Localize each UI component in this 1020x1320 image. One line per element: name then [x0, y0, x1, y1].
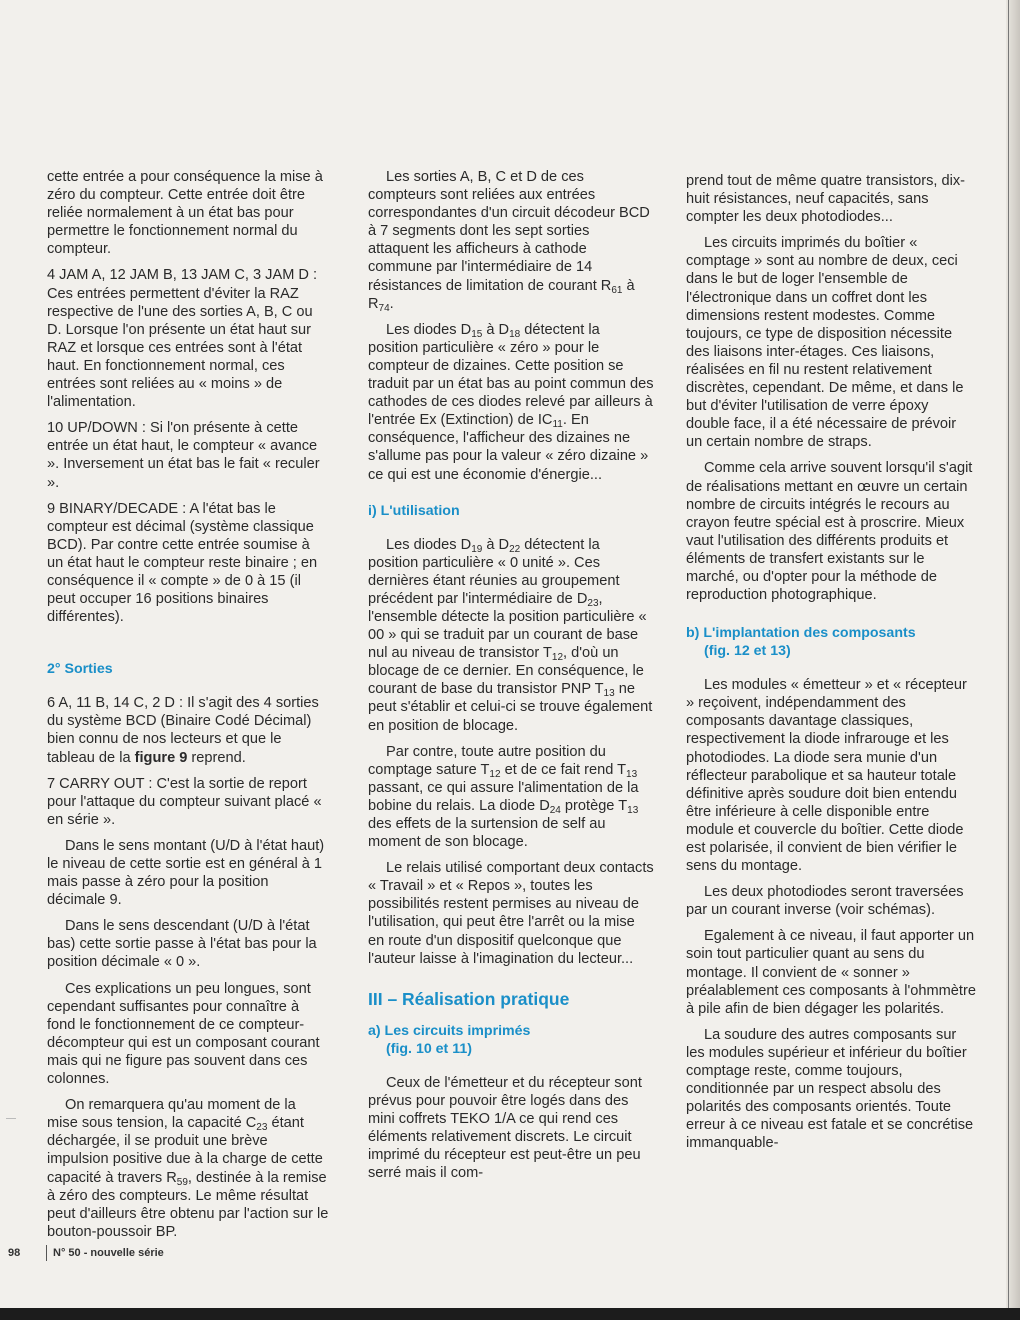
paragraph: 10 UP/DOWN : Si l'on présente à cette entrée un état haut, le compteur « avance ». Inversement un état bas le fait « reculer ».: [47, 420, 320, 491]
paper-mark: [6, 1118, 16, 1119]
text-span: , destinée à la remise à zéro des compteurs. Le même résultat peut d'ailleurs être obtenu par l'action sur le bouton-poussoir BP.: [47, 1169, 329, 1240]
text-span: détectent la position particulière « 0 unité ». Ces dernières étant réunies au groupement précédent par l'intermédiaire de D: [368, 536, 620, 607]
paragraph: cette entrée a pour conséquence la mise à zéro du compteur. Cette entrée doit être reliée normalement à un état bas pour permettre le fonctionnement normal du compteur.: [47, 169, 323, 258]
issue-label: N° 50 - nouvelle série: [53, 1247, 164, 1259]
text-span: passant, ce qui assure l'alimentation de la bobine du relais. La diode D: [368, 779, 639, 814]
column-2: [368, 168, 654, 1190]
subscript: 12: [489, 768, 501, 780]
paragraph: Dans le sens montant (U/D à l'état haut) le niveau de cette sortie est en général à 1 mais passe à zéro pour la position décimale 9.: [47, 837, 325, 909]
section-heading-circuits: [368, 1022, 654, 1058]
paragraph: Comme cela arrive souvent lorsqu'il s'agit de réalisations mettant en œuvre un certain nombre de circuits intégrés le recours au crayon feutre spécial est à proscrire. Mieux vaut l'utilisation des différents produits et éléments de transfert existants sur le marché, ou d'opter pour la méthode de reproduction photographique.: [686, 460, 973, 604]
text-span: , d'où un blocage de ce dernier. En conséquence, le courant de base du transistor PNP T: [368, 645, 644, 698]
subscript: 23: [256, 1122, 268, 1134]
paragraph: 9 BINARY/DECADE : A l'état bas le compteur est décimal (système classique BCD). Par contre cette entrée soumise à un état haut le compteur reste binaire ; en conséquence il « compte » de 0 à 15 (il peut occuper 16 positions binaires différentes).: [47, 500, 318, 626]
subscript: 12: [551, 652, 564, 664]
subscript: 13: [603, 688, 615, 700]
subscript: 13: [626, 768, 638, 780]
text-span: . En conséquence, l'afficheur des dizaines ne s'allume pas pour la valeur « zéro dizaine » ce qui est une économie d'énergie...: [368, 412, 649, 483]
section-heading-implantation: [686, 624, 976, 660]
subscript: 59: [176, 1176, 188, 1188]
paragraph: Egalement à ce niveau, il faut apporter un soin tout particulier quant au sens du montage. Il convient de « sonner » préalablement ces composants à l'ohmmètre à pile afin de bien dégager les polarités.: [686, 928, 976, 1017]
text-span: ne peut s'établir et celui-ci se trouve également en position de blocage.: [368, 681, 653, 734]
subscript: 23: [587, 597, 599, 609]
text-span: Les diodes D: [386, 321, 472, 338]
text-span: reprend.: [187, 749, 246, 766]
paragraph: [368, 743, 654, 852]
subscript: 13: [627, 804, 639, 816]
section-heading-sorties: 2° Sorties: [47, 661, 113, 678]
text-span: et de ce fait rend T: [500, 761, 627, 778]
page-edge: [1006, 0, 1020, 1320]
scan-border: [0, 1308, 1020, 1320]
chapter-heading-realisation: III – Réalisation pratique: [368, 988, 570, 1009]
subscript: 74: [378, 302, 390, 314]
paragraph: Le relais utilisé comportant deux contacts « Travail » et « Repos », toutes les possibilités restent permises au niveau de l'utilisation, qui peut être l'arrêt ou la mise en route d'un dispositif quelconque que l'auteur laisse à l'imagination du lecteur...: [368, 860, 654, 967]
subscript: 11: [552, 419, 563, 431]
text-span: protège T: [560, 797, 628, 814]
page-number: 98: [8, 1247, 21, 1259]
heading-line: a) Les circuits imprimés: [368, 1022, 531, 1039]
text-span: Les sorties A, B, C et D de ces compteurs sont reliées aux entrées correspondantes d'un circuit décodeur BCD à 7 segments dont les sept sorties attaquent les afficheurs à cathode commune par l'intermédiaire de 14 résistances de limitation de courant R: [368, 169, 650, 294]
text-span: On remarquera qu'au moment de la mise sous tension, la capacité C: [47, 1097, 296, 1132]
paragraph: Dans le sens descendant (U/D à l'état bas) cette sortie passe à l'état bas pour la position décimale « 0 ».: [47, 918, 317, 971]
text-span: Par contre, toute autre position du comptage sature T: [368, 743, 606, 778]
column-1: [47, 168, 329, 1249]
heading-line: b) L'implantation des composants: [686, 625, 916, 642]
paragraph: La soudure des autres composants sur les modules supérieur et inférieur du boîtier comptage reste, comme toujours, conditionnée par un respect absolu des polarités des composants orientés. Toute erreur à ce niveau est fatale et se concrétise immanquable-: [686, 1026, 974, 1152]
text-span: étant déchargée, il se produit une brève impulsion positive due à la charge de cette capacité à travers R: [47, 1115, 323, 1186]
paragraph: Les circuits imprimés du boîtier « comptage » sont au nombre de deux, ceci dans le but de loger l'ensemble de l'électronique dans un coffret dont les dimensions restent modestes. Comme toujours, ce type de disposition nécessite des liaisons inter-étages. Ces liaisons, réalisées en fil nu restent relativement discrètes, cependant. De même, et dans le but d'éviter l'utilisation de verre époxy double face, il a été nécessaire de prévoir un certain nombre de straps.: [686, 235, 964, 451]
paragraph: 7 CARRY OUT : C'est la sortie de report pour l'attaque du compteur suivant placé « en série ».: [47, 775, 322, 828]
page-footer: [8, 1245, 164, 1261]
paragraph: Ces explications un peu longues, sont cependant suffisantes pour connaître à fond le fonctionnement de ce compteur-décompteur qui est un composant courant mais qui ne figure pas souvent dans ces colonnes.: [47, 980, 320, 1088]
paragraph: [368, 536, 654, 735]
paragraph: [47, 694, 329, 766]
section-heading-utilisation: i) L'utilisation: [368, 502, 460, 519]
paragraph: Les deux photodiodes seront traversées par un courant inverse (voir schémas).: [686, 884, 964, 919]
text-span: Les diodes D: [386, 536, 472, 553]
heading-line: (fig. 10 et 11): [386, 1040, 472, 1057]
subscript: 24: [549, 804, 561, 816]
subscript: 19: [471, 543, 483, 555]
paragraph: Ceux de l'émetteur et du récepteur sont prévus pour pouvoir être logés dans des mini coffrets TEKO 1/A ce qui rend ces éléments relativement discrets. Le circuit imprimé du récepteur est peut-être un peu serré mais il com-: [368, 1074, 642, 1182]
paragraph: 4 JAM A, 12 JAM B, 13 JAM C, 3 JAM D : Ces entrées permettent d'éviter la RAZ respective de l'une des sorties A, B, C ou D. Lorsque l'on présente un état haut sur RAZ et lorsque ces entrées sont à l'état haut. En fonctionnement normal, ces entrées sont reliées au « moins » de l'alimentation.: [47, 267, 318, 411]
figure-reference: figure 9: [134, 749, 188, 766]
footer-divider: [46, 1245, 47, 1261]
text-span: .: [389, 295, 394, 312]
paragraph: [368, 321, 654, 484]
subscript: 22: [509, 543, 521, 555]
column-3: [686, 168, 976, 1161]
paragraph: Les modules « émetteur » et « récepteur » reçoivent, indépendamment des composants davantage classiques, respectivement la diode infrarouge et les photodiodes. La diode sera munie d'un réflecteur parabolique et sa hauteur totale définitive après soudure doit bien entendu être inférieure à celle disponible entre module et couvercle du boîtier. Cette diode est polarisée, il convient de bien vérifier le sens du montage.: [686, 677, 967, 875]
subscript: 61: [611, 284, 623, 296]
text-span: des effets de la surtension de self au moment de son blocage.: [368, 816, 606, 851]
text-span: détectent la position particulière « zéro » pour le compteur de dizaines. Cette position se traduit par un état bas au point commun des cathodes de ces diodes relevé par ailleurs à l'entrée Ex (Extinction) de IC: [368, 321, 654, 429]
paragraph: [368, 168, 654, 313]
text-span: 6 A, 11 B, 14 C, 2 D : Il s'agit des 4 sorties du système BCD (Binaire Codé Décimal) bien connu de nos lecteurs et que le tableau de la: [47, 695, 319, 766]
heading-line: (fig. 12 et 13): [704, 643, 791, 660]
text-span: à R: [368, 277, 635, 312]
text-span: à D: [482, 536, 510, 553]
subscript: 18: [509, 328, 521, 340]
text-span: à D: [482, 321, 510, 338]
subscript: 15: [471, 328, 483, 340]
text-span: , l'ensemble détecte la position particulière « 00 » qui se traduit par un courant de base nul au niveau de transistor T: [368, 590, 647, 662]
paragraph: prend tout de même quatre transistors, dix-huit résistances, neuf capacités, sans compter les deux photodiodes...: [686, 173, 966, 226]
paragraph: [47, 1096, 329, 1241]
